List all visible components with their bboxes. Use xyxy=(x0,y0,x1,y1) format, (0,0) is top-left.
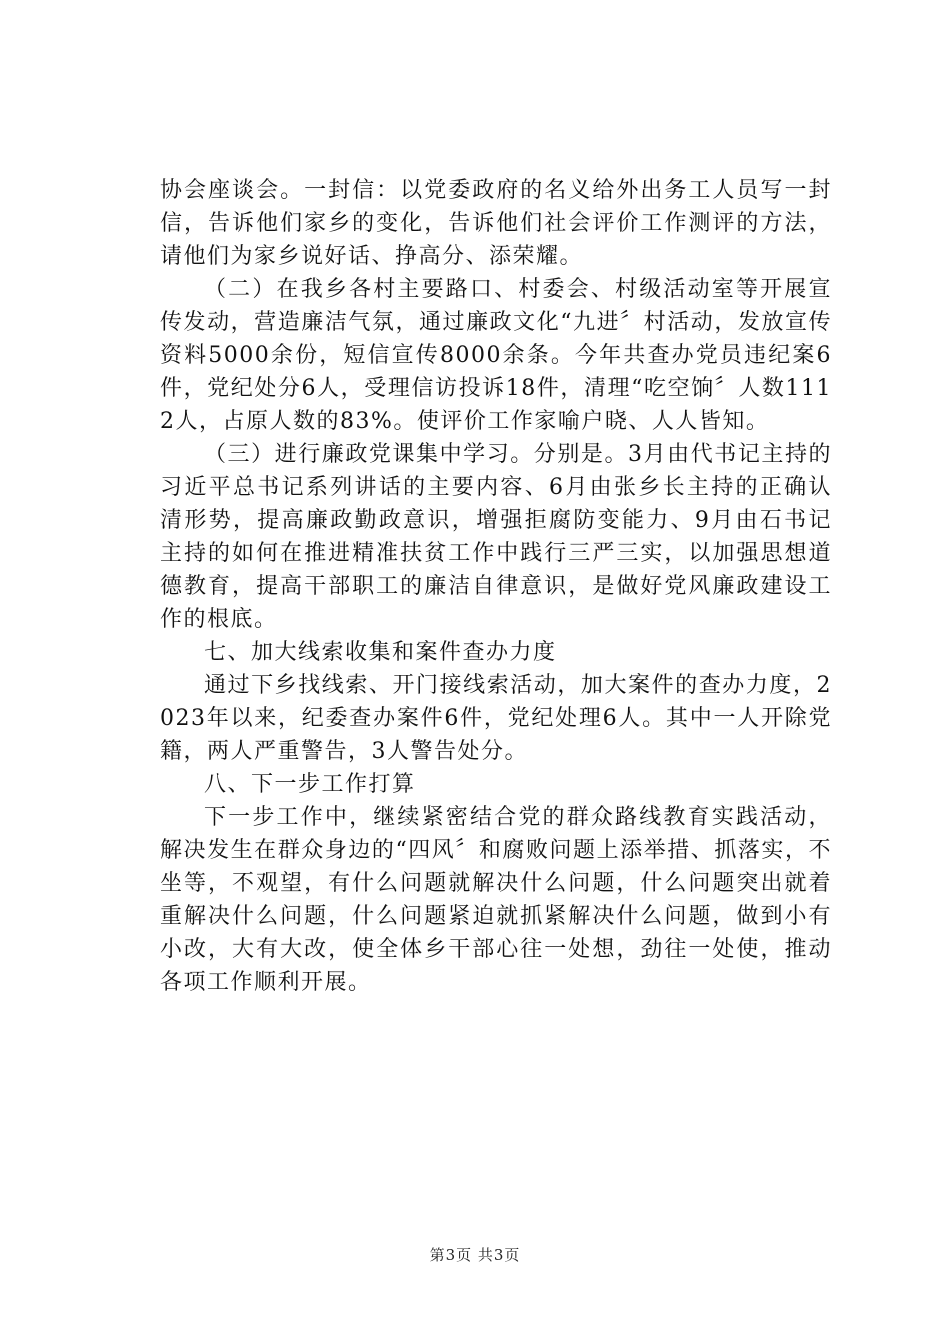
paragraph-publicity: （二）在我乡各村主要路口、村委会、村级活动室等开展宣传发动，营造廉洁气氛，通过廉政文化“九进〞村活动，发放宣传资料5000余份，短信宣传8000余条。今年共查办党员违纪案6件，党纪处分6人，受理信访投诉18件，清理“吃空饷〞人数1112人，占原人数的83%。使评价工作家喻户晓、人人皆知。 xyxy=(160,277,832,434)
section-heading-eight: 八、下一步工作打算 xyxy=(204,772,416,797)
paragraph-next-steps: 下一步工作中，继续紧密结合党的群众路线教育实践活动，解决发生在群众身边的“四风〞和腐败问题上添举措、抓落实，不坐等，不观望，有什么问题就解决什么问题，什么问题突出就着重解决什么问题，什么问题紧迫就抓紧解决什么问题，做到小有小改，大有大改，使全体乡干部心往一处想，劲往一处使，推动各项工作顺利开展。 xyxy=(160,805,832,995)
document-body xyxy=(160,174,832,999)
paragraph-party-lessons: （三）进行廉政党课集中学习。分别是。3月由代书记主持的习近平总书记系列讲话的主要内容、6月由张乡长主持的正确认清形势，提高廉政勤政意识，增强拒腐防变能力、9月由石书记主持的如何在推进精准扶贫工作中践行三严三实，以加强思想道德教育，提高干部职工的廉洁自律意识，是做好党风廉政建设工作的根底。 xyxy=(160,442,832,632)
paragraph-case-handling: 通过下乡找线索、开门接线索活动，加大案件的查办力度，2023年以来，纪委查办案件6件，党纪处理6人。其中一人开除党籍，两人严重警告，3人警告处分。 xyxy=(160,673,832,764)
page-number-footer: 第3页 共3页 xyxy=(429,1246,521,1264)
section-heading-seven: 七、加大线索收集和案件查办力度 xyxy=(204,640,557,665)
paragraph-meeting-letter: 协会座谈会。一封信：以党委政府的名义给外出务工人员写一封信，告诉他们家乡的变化，告诉他们社会评价工作测评的方法，请他们为家乡说好话、挣高分、添荣耀。 xyxy=(160,178,832,269)
